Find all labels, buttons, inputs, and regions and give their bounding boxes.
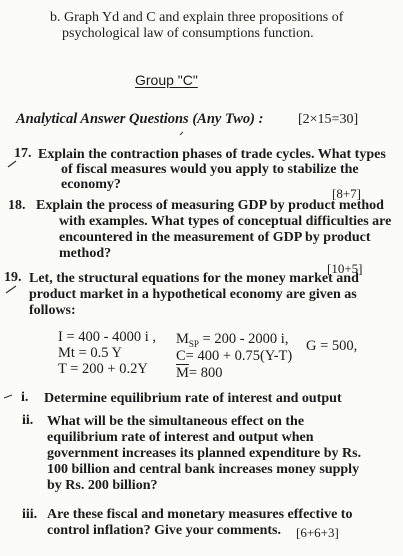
equation-consumption: C= 400 + 0.75(Y-T) — [176, 348, 293, 364]
q19-sub-ii-line-2: equilibrium rate of interest and output when — [47, 430, 314, 445]
q19-marks: [6+6+3] — [296, 525, 339, 540]
money-supply-symbol: $\overline{M}$ — [176, 365, 189, 381]
equation-speculative-money — [176, 331, 288, 349]
q17-line-2: of fiscal measures would you apply to stabilize the — [61, 162, 359, 177]
section-marks: [2×15=30] — [298, 112, 359, 127]
msp-rhs: = 200 - 2000 i, — [198, 331, 289, 347]
top-question-line-2: psychological law of consumptions function. — [62, 26, 314, 41]
q19-sub-ii-line-4: 100 billion and central bank increases money supply — [47, 462, 360, 477]
q18-line-4: method? — [59, 246, 112, 261]
equation-money-supply — [176, 365, 222, 382]
q18-marks: [10+5] — [327, 261, 363, 276]
q19-line-2: product market in a hypothetical economy are given as — [29, 287, 357, 302]
money-supply-rhs: = 800 — [188, 365, 223, 381]
q18-number: 18. — [8, 198, 26, 213]
q19-sub-ii-line-5: by Rs. 200 billion? — [47, 478, 158, 493]
equation-tax: T = 200 + 0.2Y — [58, 361, 148, 377]
q19-line-1: Let, the structural equations for the money market and — [29, 271, 359, 286]
equation-investment: I = 400 - 4000 i , — [58, 329, 156, 345]
q19-number: 19. — [4, 270, 22, 285]
q18-line-2: with examples. What types of conceptual difficulties are — [59, 214, 392, 229]
section-heading: Analytical Answer Questions (Any Two) : — [16, 111, 264, 127]
q19-sub-iii-line-2: control inflation? Give your comments. — [47, 523, 281, 538]
q19-sub-ii-line-3: government increases its planned expenditure by Rs. — [47, 446, 362, 461]
q19-sub-ii-line-1: What will be the simultaneous effect on the — [47, 414, 305, 429]
q17-marks: [8+7] — [332, 186, 361, 201]
top-question-line-1: b. Graph Yd and C and explain three propositions of — [50, 10, 344, 25]
equation-government: G = 500, — [306, 338, 358, 354]
equation-transaction-money: Mt = 0.5 Y — [58, 345, 123, 361]
q19-sub-iii-number: iii. — [22, 507, 38, 522]
q19-sub-ii-number: ii. — [22, 413, 34, 428]
q18-line-1: Explain the process of measuring GDP by product method — [36, 198, 384, 213]
q19-sub-i-text: Determine equilibrium rate of interest and output — [44, 391, 342, 406]
q17-number: 17. — [14, 146, 32, 161]
q19-line-3: follows: — [29, 303, 76, 318]
q17-line-1: Explain the contraction phases of trade cycles. What types — [38, 147, 386, 162]
q18-line-3: encountered in the measurement of GDP by product — [59, 230, 371, 245]
q19-sub-i-number: i. — [21, 390, 29, 405]
msp-subscript: SP — [188, 338, 199, 349]
q19-sub-iii-line-1: Are these fiscal and monetary measures effective to — [47, 507, 353, 522]
group-title: Group "C" — [135, 72, 198, 88]
msp-symbol: M — [176, 331, 189, 347]
q17-line-3: economy? — [61, 177, 121, 192]
